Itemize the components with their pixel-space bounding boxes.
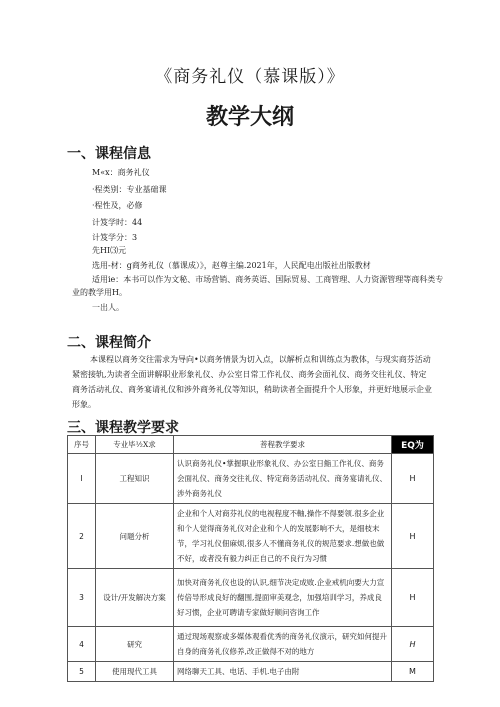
row-content: 网络聊天工具、电话、手机.电子由附 — [174, 662, 392, 682]
row-level: H — [392, 504, 434, 569]
row-level: H — [392, 454, 434, 504]
table-row — [68, 504, 434, 569]
row-requirement: 设计/开发解决方案 — [96, 569, 174, 627]
course-intro-paragraph: 本课程以商务交往需求为导向•以商务情景为切入点，以解析点和训练点为教体，与现实商芬活动紧密接轨,为读者全面讲解职业形象礼仪、办公室日常工作礼仪、商务会面礼仪、商务交往礼仪、特定商务活动礼仪、商务宴请礼仪和涉外商务礼仪等知识，稍助读者全面提升个人形象，并更好地展示企业形象。 — [72, 355, 432, 409]
info-applicable-cont: 业的教学用H。 — [72, 288, 127, 297]
row-content: 认识商务礼仪•掌握职业形象礼仪、办公室日鮨工作礼仪、商务会面礼仪、商务交往礼仪、特定商务活动礼仪、商务宴请礼仪、涉外商务礼仪 — [174, 454, 392, 504]
info-applicable: 适用ie：本书可以作为文秘、市场营销、商务英语、国际贸易、工商管理、人力资源管理等商科类专 — [92, 275, 444, 284]
row-requirement: 使用现代工具 — [96, 662, 174, 682]
header-requirement: 专业毕½X求 — [96, 436, 174, 454]
header-num: 序号 — [68, 436, 96, 454]
table-row — [68, 454, 434, 504]
section-heading-course-intro: 二、课程简介 — [67, 335, 151, 351]
row-num: 2 — [68, 504, 96, 569]
info-textbook: 选用-材：g商务礼仪（慕课成）》，赵尊主编.2021年，人民配电出版社出版教材 — [92, 261, 371, 270]
row-level: H — [392, 569, 434, 627]
row-content: 企业和个人对商芬礼仪的电视程度不軸,操作不得要领.很多企业和个人觉得商务礼仪对企业和个人的发展影响不大，是细枝末节，学习礼仪佃麻烦,很多人不懂商务礼仪的规范要求.想做也做不好，或者没有毅力纠正自己的不良行为习惯 — [174, 504, 392, 569]
row-num: 4 — [68, 627, 96, 662]
table-row — [68, 569, 434, 627]
row-requirement: 工程知识 — [96, 454, 174, 504]
requirements-table — [67, 435, 434, 682]
header-outcome: EQ为 — [392, 436, 434, 454]
row-content: 通过现场观察或多媒体观看优秀的商务礼仪演示，研究如何提升自身的商务礼仪修养,改正做得不对的地方 — [174, 627, 392, 662]
info-prerequisite: 先HI⑶元 — [92, 246, 127, 255]
table-row — [68, 627, 434, 662]
row-num: I — [68, 454, 96, 504]
row-level: H — [392, 627, 434, 662]
info-course-nature: ·程性及，必修 — [92, 201, 143, 210]
row-requirement: 问题分析 — [96, 504, 174, 569]
info-hours: 计笈学时：44 — [92, 218, 143, 227]
info-credits: 计笈学分：3 — [92, 233, 138, 242]
document-subtitle: 教学大纲 — [205, 105, 294, 130]
table-row — [68, 662, 434, 682]
section-heading-course-info: 一、课程信息 — [67, 146, 151, 162]
header-content: 菩程教学要求 — [174, 436, 392, 454]
info-other: 一出人。 — [92, 303, 124, 312]
table-header-row — [68, 436, 434, 454]
row-requirement: 研究 — [96, 627, 174, 662]
row-num: 3 — [68, 569, 96, 627]
section-heading-teaching-requirements: 三、课程教学要求 — [67, 420, 179, 436]
document-title: 《商务礼仪（慕课版）》 — [155, 67, 345, 87]
row-num: 5 — [68, 662, 96, 682]
info-course-name: M«x：商务礼仪 — [92, 168, 150, 177]
row-content: 加快对商务礼仪也设的认识,细节决定成败.企业戒机向要大力宣传倍导形成良好的翻围,提面审美观念，加强培训学习，养成良好习惯，企业可聘请专家做好顺问咨询工作 — [174, 569, 392, 627]
info-course-category: ·程类别：专业基础课 — [92, 185, 167, 194]
row-level: M — [392, 662, 434, 682]
